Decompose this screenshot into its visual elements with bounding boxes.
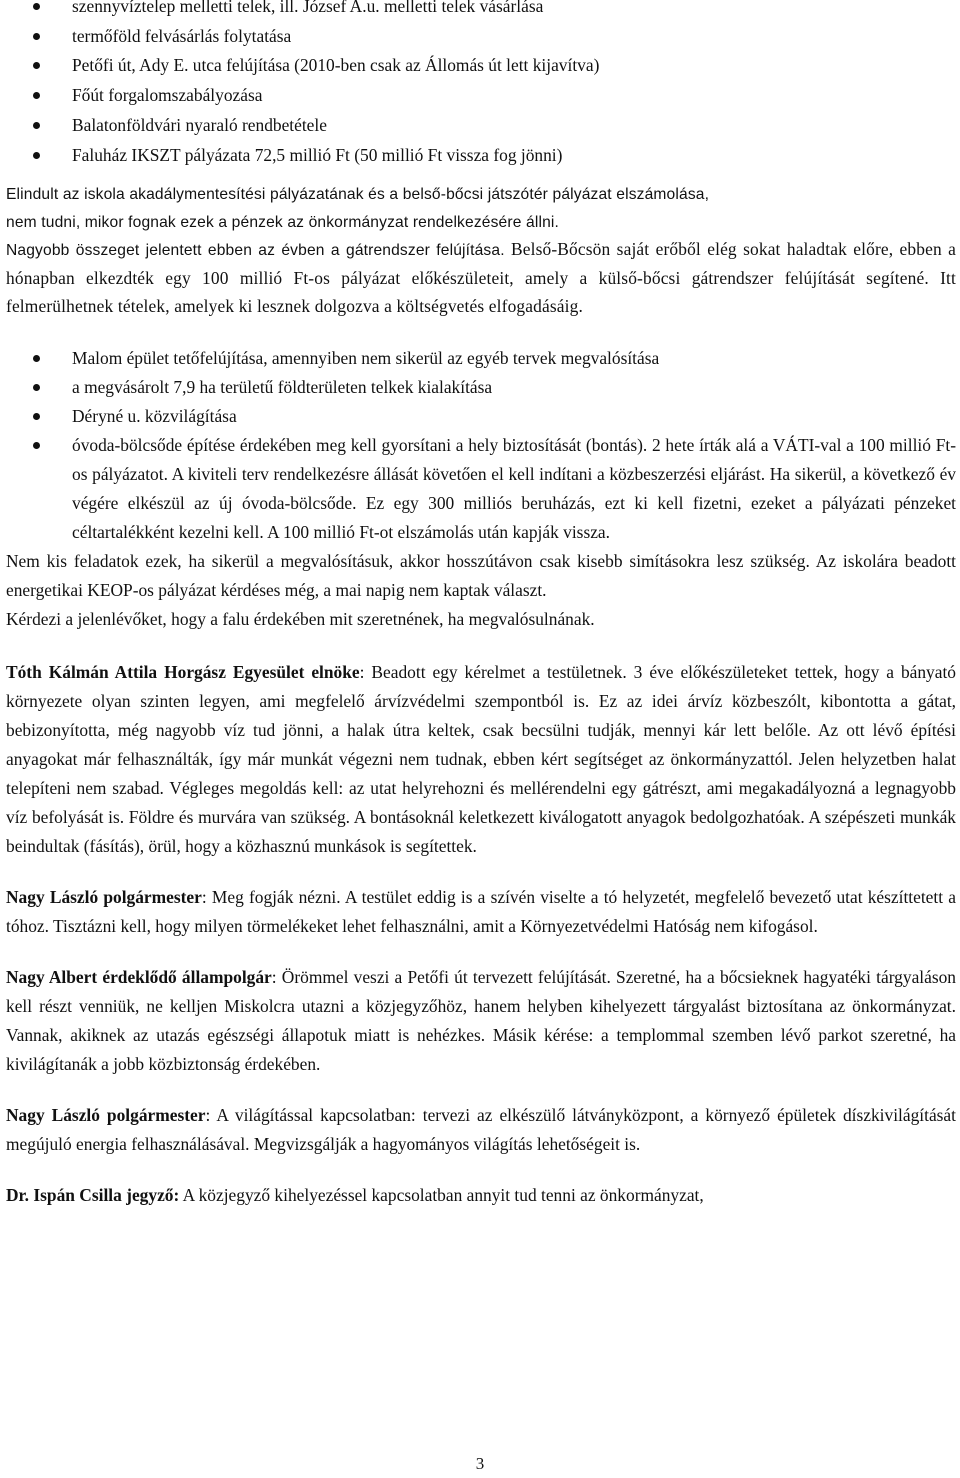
statement-paragraph — [6, 883, 956, 941]
intro-paragraph — [6, 181, 956, 322]
intro-rest: Belső-Bőcsön saját erőből elég sokat haladtak előre, ebben a hónapban elkezdték egy 100 millió Ft-os pályázat előkészületeit, amely a külső-bőcsi gátrendszer felújítását segítené. Itt felmerülhetnek tételek, amelyek ki lesznek dolgozva a költségvetés elfogadásáig. — [6, 239, 957, 317]
list-item: Főút forgalomszabályozása — [6, 81, 956, 111]
statement-text: : Meg fogják nézni. A testület eddig is a szívén viselte a tó helyzetét, megfelelő bevezető utat készíttetett a tóhoz. Tisztázni kell, hogy milyen törmelékeket lehet felhasználni, amit a Környezetvédelmi Hatóság nem kifogásol. — [6, 886, 956, 936]
question-paragraph: Kérdezi a jelenlévőket, hogy a falu érdekében mit szeretnének, ha megvalósulnának. — [6, 608, 595, 629]
intro-line-2: nem tudni, mikor fognak ezek a pénzek az önkormányzat rendelkezésére állni. — [6, 213, 559, 231]
statement-paragraph — [6, 1101, 956, 1159]
list-item: a megvásárolt 7,9 ha területű földterületen telkek kialakítása — [6, 373, 956, 402]
list-item: Déryné u. közvilágítása — [6, 402, 956, 431]
statement-text: : Örömmel veszi a Petőfi út tervezett felújítását. Szeretné, ha a bőcsieknek hagyatéki tárgyaláson kell részt venniük, ne kelljen Miskolcra utazni a közjegyzőhöz, hanem helyben kihelyezett tárgyalást biztosítana az önkormányzat. Vannak, akiknek az utazás egészségi állapotuk miatt is nehézkes. Másik kérése: a templommal szemben lévő parkot szeretné, ha kivilágítanák a jobb közbiztonság érdekében. — [6, 966, 956, 1074]
list-item: Malom épület tetőfelújítása, amennyiben nem sikerül az egyéb tervek megvalósítása — [6, 344, 956, 373]
statement-text: A közjegyző kihelyezéssel kapcsolatban annyit tud tenni az önkormányzat, — [179, 1184, 704, 1205]
tasks-paragraph: Nem kis feladatok ezek, ha sikerül a megvalósításuk, akkor hosszútávon csak kisebb simításokra lesz szükség. Az iskolára beadott energetikai KEOP-os pályázat kérdéses még, a mai napig nem kaptak választ. — [6, 550, 956, 600]
speaker-name: Dr. Ispán Csilla jegyző: — [6, 1184, 180, 1205]
speaker-name: Tóth Kálmán Attila Horgász Egyesület elnöke — [6, 661, 360, 682]
list-item: szennyvíztelep melletti telek, ill. József A.u. melletti telek vásárlása — [6, 0, 956, 22]
list-item: Petőfi út, Ady E. utca felújítása (2010-ben csak az Állomás út lett kijavítva) — [6, 51, 956, 81]
page-number: 3 — [475, 1454, 485, 1473]
plans-bullet-list — [6, 344, 956, 547]
list-item: Faluház IKSZT pályázata 72,5 millió Ft (50 millió Ft vissza fog jönni) — [6, 141, 956, 171]
speaker-name: Nagy Albert érdeklődő állampolgár — [6, 966, 272, 987]
statement-paragraph — [6, 963, 956, 1079]
statement-text: : Beadott egy kérelmet a testületnek. 3 éve előkészületeket tettek, hogy a bányató környezete olyan szinten legyen, ami megfelelő árvízvédelmi szempontból is. Ez az idei árvíz közbeszólt, kibontotta a gátat, bebizonyította, még nagyobb víz tud jönni, a halak útra keltek, csak becsülni tudják, mennyi kár lett belőle. Az ott lévő építési anyagokat már felhasználták, így már munkát végezni nem tudnak, ebben kért segítséget az önkormányzattól. Jelen helyzetben halat telepíteni nem szabad. Végleges megoldás kell: az utat helyrehozni és mellérendelni egy gátrészt, ami megakadályozná a legnagyobb víz befolyását is. Földre és murvára van szükség. A bontásoknál keletkezett kiválogatott anyagok bedolgozhatóak. A szépészeti munkák beindultak (fásítás), örül, hogy a közhasznú munkások is segítettek. — [6, 661, 957, 856]
intro-line-1: Elindult az iskola akadálymentesítési pályázatának és a belső-bőcsi játszótér pályázat elszámolása, — [6, 186, 710, 204]
document-page — [6, 0, 956, 1210]
list-item: óvoda-bölcsőde építése érdekében meg kell gyorsítani a hely biztosítását (bontás). 2 hete írták alá a VÁTI-val a 100 millió Ft-os pályázatot. A kiviteli terv rendelkezésre állását követően el kell indítani a közbeszerzési eljárást. Ha sikerül, a következő év végére elkészül az új óvoda-bölcsőde. Ez egy 300 milliós beruházás, ezt ki kell fizetni, ezeket a pályázati pénzeket céltartalékként kezelni kell. A 100 millió Ft-ot elszámolás után kapják vissza. — [6, 431, 956, 547]
speaker-name: Nagy László polgármester — [6, 886, 202, 907]
statement-paragraph — [6, 658, 956, 861]
statement-text: : A világítással kapcsolatban: tervezi az elkészülő látványközpont, a környező épületek díszkivilágítását megújuló energia felhasználásával. Megvizsgálják a hagyományos világítás lehetőségeit is. — [6, 1104, 956, 1154]
list-item: termőföld felvásárlás folytatása — [6, 22, 956, 52]
list-item: Balatonföldvári nyaraló rendbetétele — [6, 111, 956, 141]
intro-line-3: Nagyobb összeget jelentett ebben az évben a gátrendszer felújítása. — [6, 242, 505, 260]
top-bullet-list — [6, 0, 956, 170]
speaker-name: Nagy László polgármester — [6, 1104, 206, 1125]
statement-paragraph — [6, 1181, 956, 1210]
